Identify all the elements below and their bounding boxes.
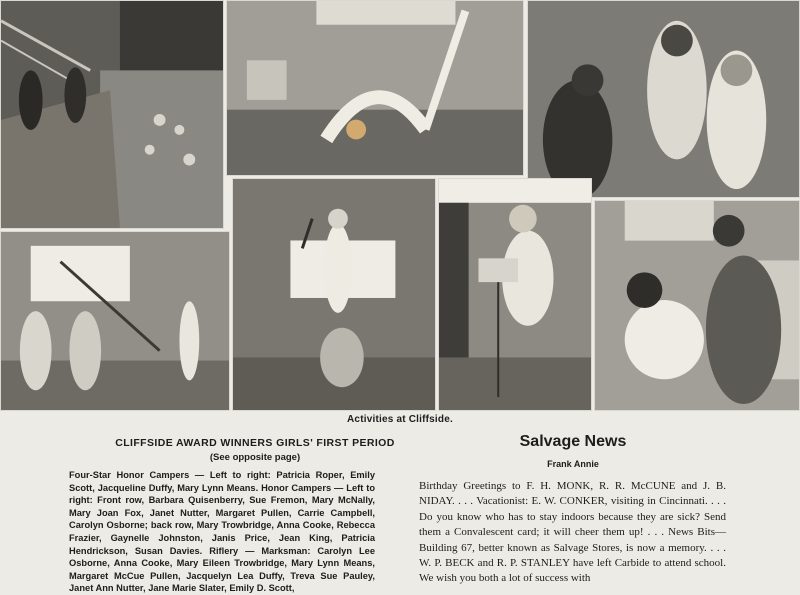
award-article-title: CLIFFSIDE AWARD WINNERS GIRLS' FIRST PERIOD (115, 437, 395, 449)
salvage-news-title: Salvage News (519, 433, 627, 450)
award-article-body: Four-Star Honor Campers — Left to right: Patricia Roper, Emily Scott, Jacqueline Duffy, Mary Lynn Means. Honor Campers — Left to right: Front row, Barbara Quisenberry, Sue Fremon, Mary McNally, Mary Joan Fox, Janet Nutter, Margaret Pullen, Carrie Campbell, Carolyn Osborne; back row, Mary Trowbridge, Anna Cooke, Rebecca Frazier, Gaynelle Johnston, Janis Price, Jean King, Patricia Hendrickson, Susan Davies. Riflery — Marksman: Carolyn Lee Osborne, Anna Cooke, Mary Eileen Trowbridge, Mary Lynn Means, Margaret McCue Pullen, Jacquelyn Lea Duffy, Treva Sue Pauley, Janet Ann Nutter, Jane Marie Slater, Emily D. Scott, (69, 470, 375, 594)
award-article-subtitle: (See opposite page) (209, 452, 301, 463)
balancing-act-photo (232, 178, 436, 411)
girl-with-baton-photo (438, 178, 592, 411)
girls-group-photo (527, 0, 800, 198)
broom-drill-photo (0, 231, 230, 411)
salvage-news-author: Frank Annie (547, 459, 599, 469)
salvage-news-body: Birthday Greetings to F. H. MONK, R. R. McCUNE and J. B. NIDAY. . . . Vacationist: E. W. CONKER, visiting in Cincinnati. . . . Do you know who has to stay indoors because they are sick? Send them a Convalescent card; it will cheer them up! . . . News Bits—Building 67, better known as Salvage Stores, is now a memory. . . . W. P. BECK and R. P. STANLEY have left Carbide to attend school. We wish you both a lot of success with (419, 480, 726, 585)
swimming-dock-photo (0, 0, 224, 229)
gymnast-backbend-photo (226, 0, 524, 176)
photo-caption: Activities at Cliffside. (347, 414, 453, 425)
nurse-checkup-photo (594, 200, 800, 411)
